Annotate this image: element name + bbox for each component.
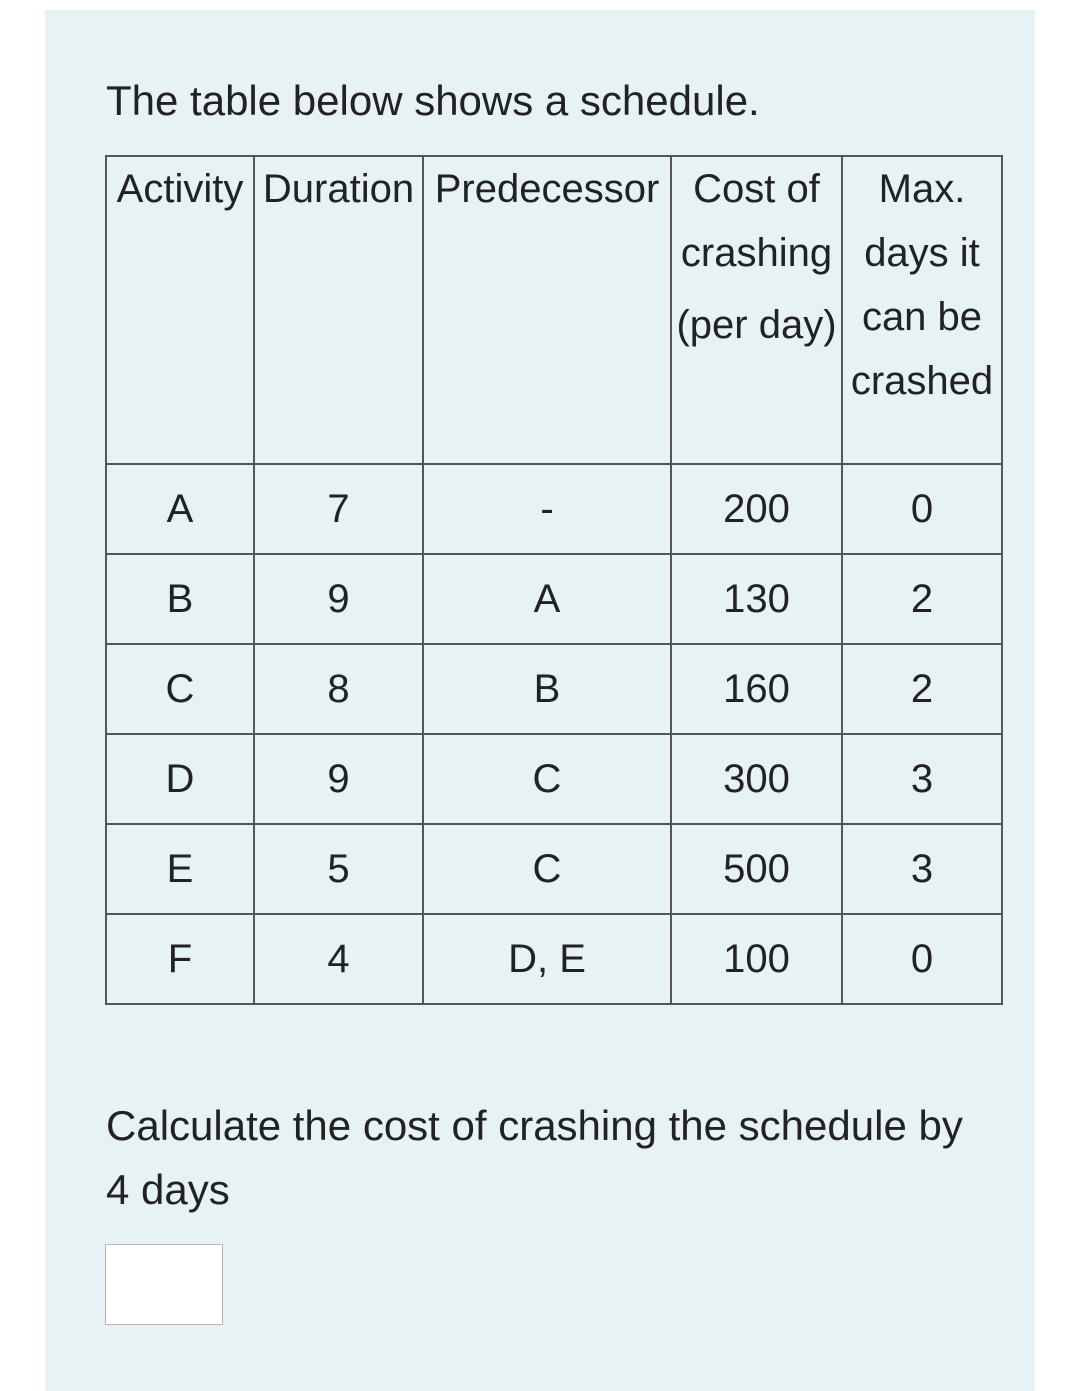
cell-predecessor: A [423,554,671,644]
cell-duration: 5 [254,824,423,914]
cell-activity: D [106,734,254,824]
table-row [106,734,1002,824]
header-activity: Activity [106,156,254,464]
cell-max-days: 0 [842,464,1002,554]
cell-duration: 9 [254,554,423,644]
cell-predecessor: C [423,824,671,914]
cell-activity: C [106,644,254,734]
header-cost-unit: (per day) [676,303,837,347]
table-header-row [106,156,1002,464]
cell-duration: 8 [254,644,423,734]
table-row [106,824,1002,914]
cell-max-days: 3 [842,734,1002,824]
cell-predecessor: D, E [423,914,671,1004]
cell-cost: 100 [671,914,842,1004]
cell-max-days: 3 [842,824,1002,914]
header-max-days: Max. days it can be crashed [842,156,1002,464]
question-text: Calculate the cost of crashing the schedule by 4 days [106,1102,963,1213]
cell-cost: 300 [671,734,842,824]
table-row [106,554,1002,644]
cell-predecessor: C [423,734,671,824]
table-row [106,464,1002,554]
header-predecessor: Predecessor [423,156,671,464]
header-cost-main: Cost of crashing [680,167,833,275]
cell-cost: 130 [671,554,842,644]
cell-duration: 7 [254,464,423,554]
cell-duration: 4 [254,914,423,1004]
answer-input[interactable] [105,1244,223,1325]
table-row [106,644,1002,734]
cell-max-days: 2 [842,554,1002,644]
cell-predecessor: - [423,464,671,554]
cell-predecessor: B [423,644,671,734]
cell-max-days: 2 [842,644,1002,734]
header-cost-of-crashing [671,156,842,464]
cell-duration: 9 [254,734,423,824]
cell-max-days: 0 [842,914,1002,1004]
schedule-table [105,155,1003,1005]
intro-text: The table below shows a schedule. [106,77,760,124]
cell-activity: E [106,824,254,914]
table-row [106,914,1002,1004]
cell-activity: A [106,464,254,554]
cell-cost: 200 [671,464,842,554]
cell-cost: 160 [671,644,842,734]
header-duration: Duration [254,156,423,464]
cell-activity: F [106,914,254,1004]
cell-cost: 500 [671,824,842,914]
cell-activity: B [106,554,254,644]
